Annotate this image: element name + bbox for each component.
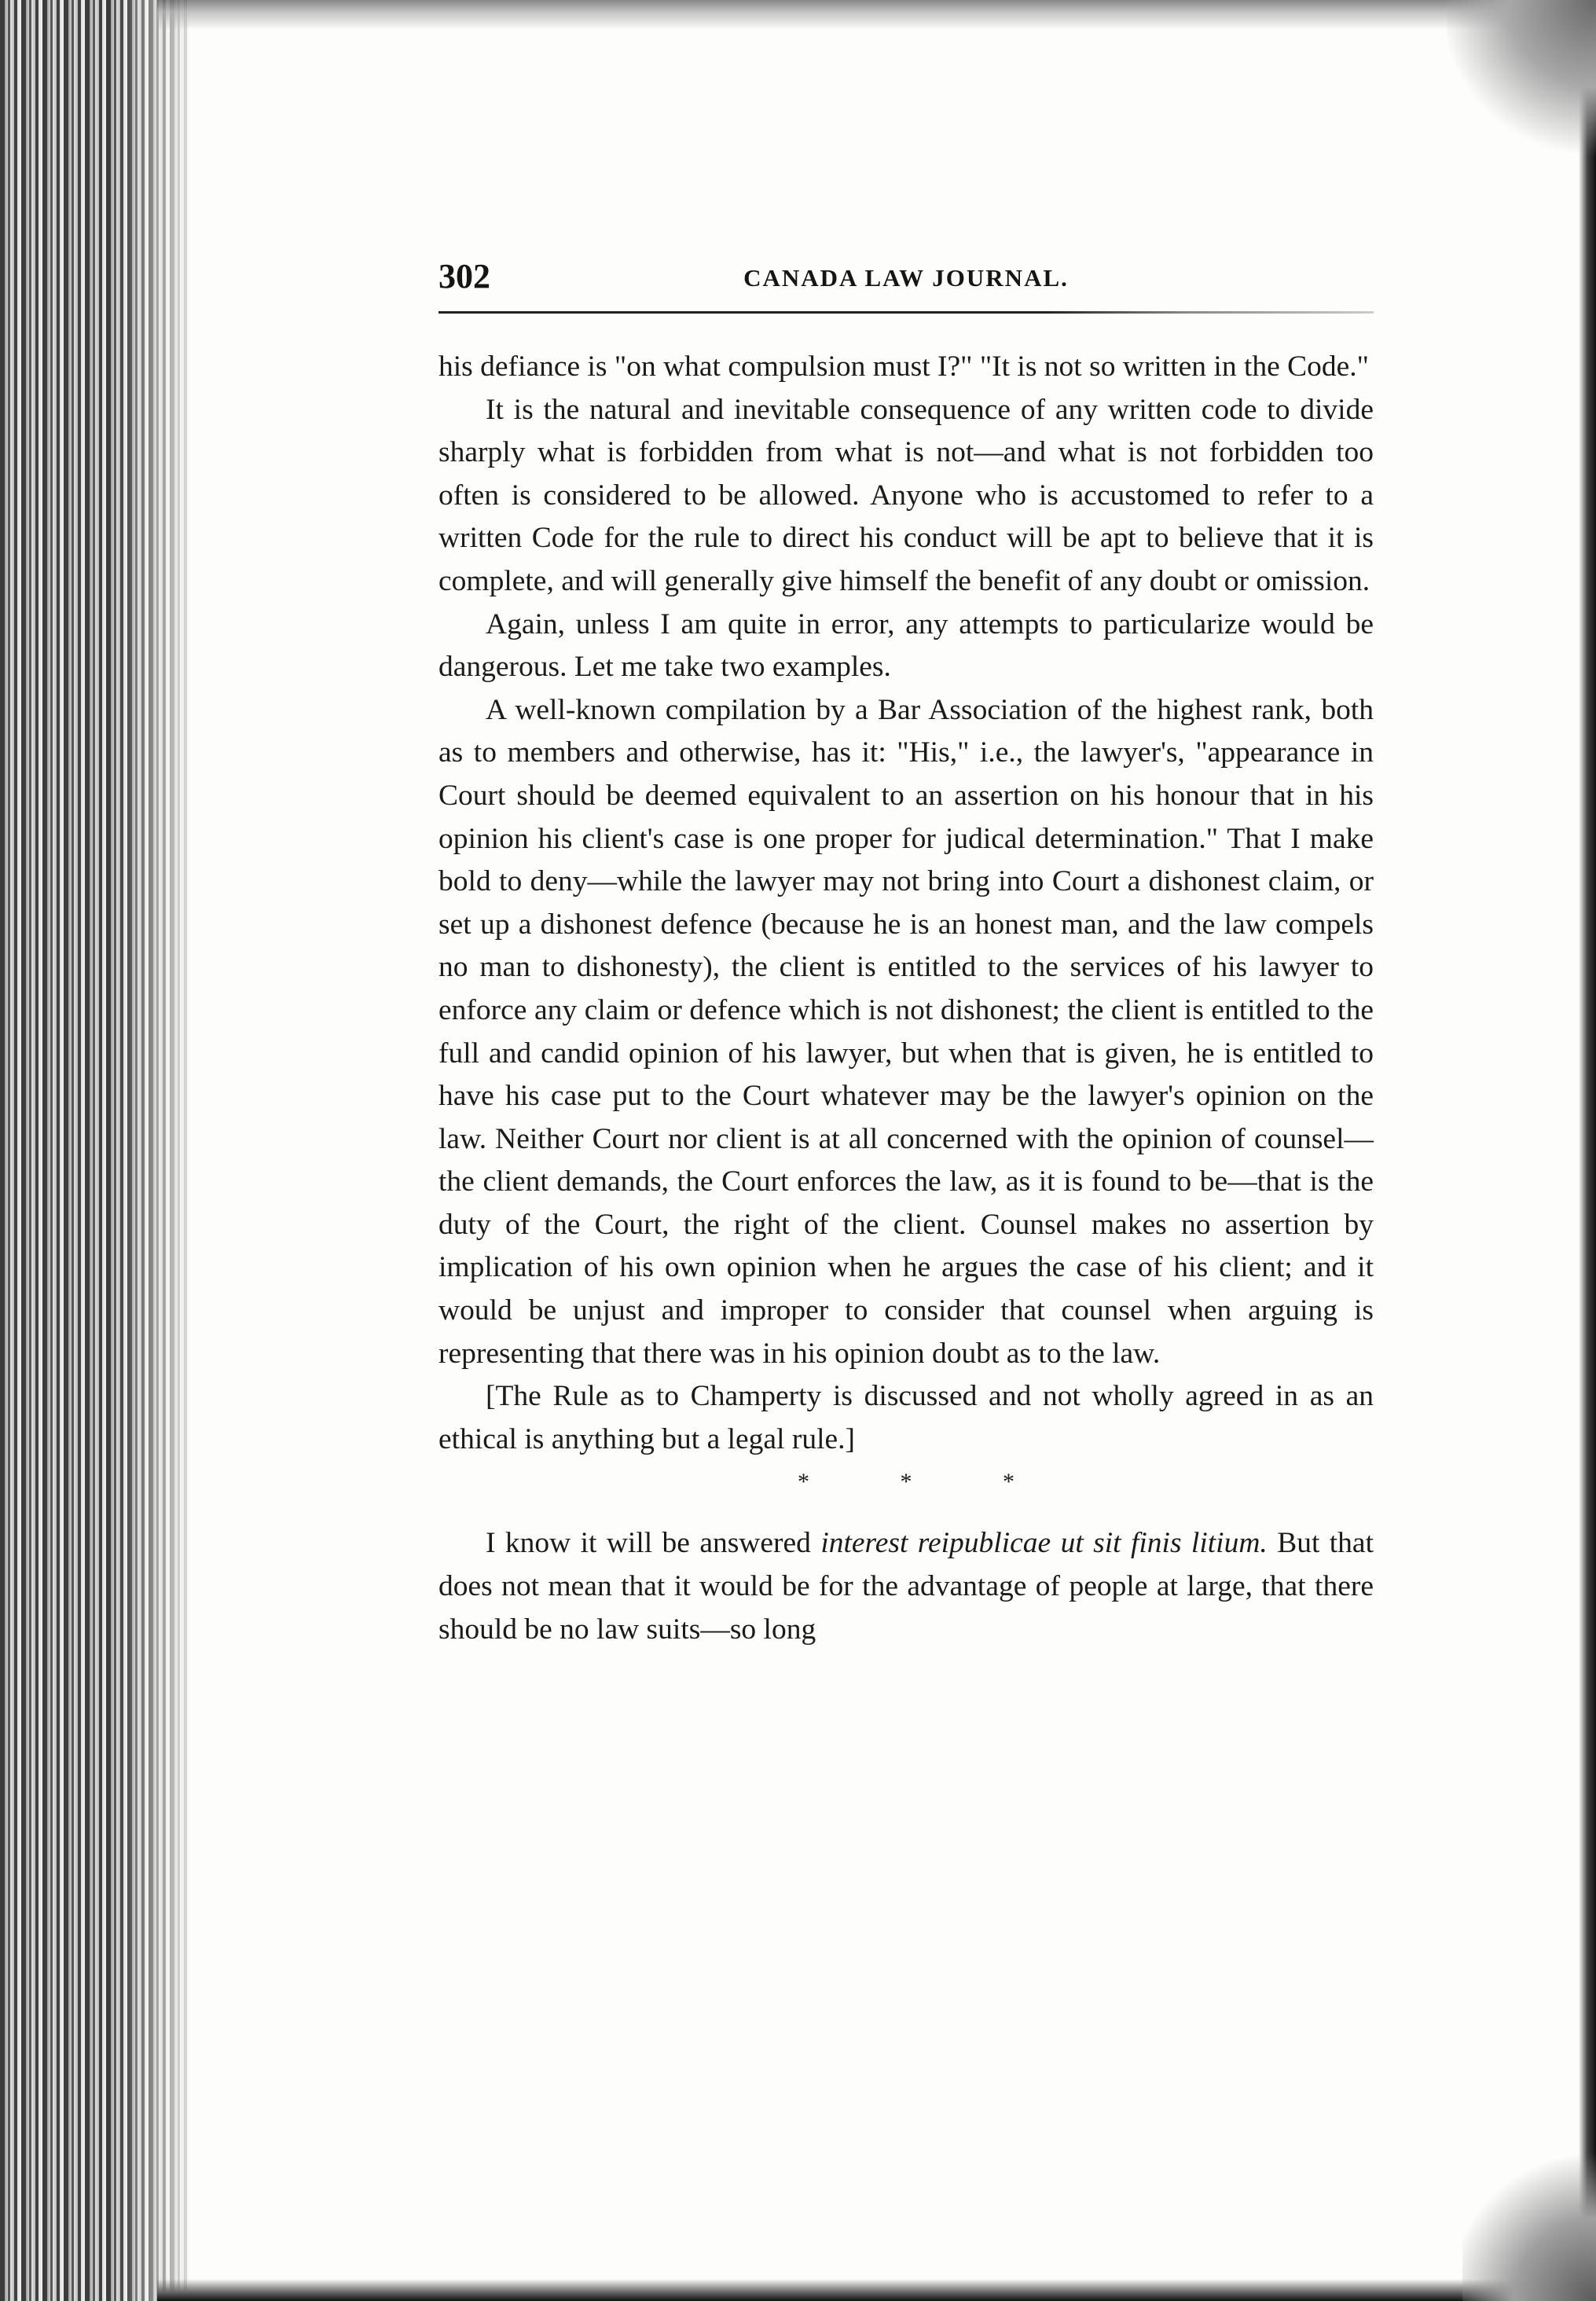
paragraph-start-text: I know it will be answered [486, 1527, 821, 1560]
journal-title: CANADA LAW JOURNAL. [743, 264, 1069, 292]
paragraph-interest-reipublicae [438, 1522, 1374, 1651]
paragraph-champerty: [The Rule as to Champerty is discussed and not wholly agreed in as an ethical is anything but a legal rule.] [438, 1380, 1374, 1455]
top-scan-edge [157, 0, 1596, 30]
latin-maxim: interest reipublicae ut sit finis litium. [820, 1527, 1268, 1560]
paragraph-end-text: But that does not mean that it would be for the advantage of people at large, that there should be no law suits—so long [438, 1527, 1374, 1646]
article-body [438, 346, 1374, 1651]
corner-smudge-bottom-right [1462, 2144, 1596, 2301]
paragraph-written-code: It is the natural and inevitable consequence of any written code to divide sharply what is forbidden from what is not—and what is not forbidden too often is considered to be allowed. Anyone who is accustomed to refer to a written Code for the rule to direct his conduct will be apt to believe that it is complete, and will generally give himself the benefit of any doubt or omission. [438, 393, 1374, 597]
right-scan-edge [1579, 0, 1596, 2301]
corner-smudge-top-right [1447, 0, 1596, 157]
spacer [438, 1503, 1374, 1522]
section-separator: * * * [798, 1469, 1057, 1495]
paragraph-continuation: his defiance is "on what compulsion must I?" "It is not so written in the Code." [438, 350, 1369, 383]
page-number: 302 [438, 257, 490, 295]
binding-shadow [118, 0, 204, 2301]
paragraph-particularize: Again, unless I am quite in error, any attempts to particularize would be dangerous. Let me take two examples. [438, 607, 1374, 684]
running-head [438, 256, 1374, 305]
paragraph-bar-association: A well-known compilation by a Bar Association of the highest rank, both as to members and otherwise, has it: "His," i.e., the lawyer's, "appearance in Court should be deemed equivalent to an assertion on his honour that in his opinion his client's case is one proper for judical determination." That I make bold to deny—while the lawyer may not bring into Court a dishonest claim, or set up a dishonest defence (because he is an honest man, and the law compels no man to dishonesty), the client is entitled to the services of his lawyer to enforce any claim or defence which is not dishonest; the client is entitled to the full and candid opinion of his lawyer, but when that is given, he is entitled to have his case put to the Court whatever may be the lawyer's opinion on the law. Neither Court nor client is at all concerned with the opinion of counsel—the client demands, the Court enforces the law, as it is found to be—that is the duty of the Court, the right of the client. Counsel makes no assertion by implication of his own opinion when he argues the case of his client; and it would be unjust and improper to consider that counsel when arguing is representing that there was in his opinion doubt as to the law. [438, 693, 1374, 1370]
bottom-scan-edge [157, 2279, 1596, 2301]
header-rule [438, 311, 1374, 314]
